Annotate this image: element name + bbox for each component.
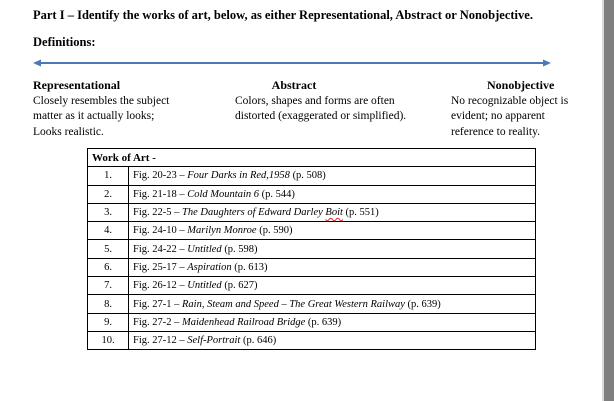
fig-ref: Fig. 22-5 – <box>133 207 183 219</box>
work-cell <box>129 295 536 313</box>
spellcheck-flagged-word: Boit <box>325 207 343 219</box>
page-ref: (p. 544) <box>259 188 295 200</box>
window-edge <box>602 0 614 401</box>
fig-ref: Fig. 20-23 – <box>133 170 188 182</box>
works-table <box>87 148 536 350</box>
table-row <box>88 240 536 258</box>
fig-ref: Fig. 27-1 – <box>133 298 183 310</box>
table-row <box>88 167 536 185</box>
representational-line: matter as it actually looks; <box>33 110 155 122</box>
nonobjective-definition <box>451 78 601 140</box>
fig-ref: Fig. 27-12 – <box>133 335 188 347</box>
row-number: 3. <box>88 203 129 221</box>
row-number: 4. <box>88 222 129 240</box>
work-title: Untitled <box>187 280 222 292</box>
table-row <box>88 222 536 240</box>
nonobjective-line: reference to reality. <box>451 125 540 138</box>
arrow-head-left <box>33 60 41 67</box>
work-title: Untitled <box>187 243 222 255</box>
row-number: 6. <box>88 258 129 276</box>
table-row <box>88 277 536 295</box>
work-cell <box>129 277 536 295</box>
abstract-line: Colors, shapes and forms are often <box>235 94 395 107</box>
nonobjective-title: Nonobjective <box>487 78 555 92</box>
page-ref: (p. 590) <box>256 225 293 237</box>
row-number: 2. <box>88 185 129 203</box>
row-number: 7. <box>88 277 129 295</box>
page-ref: (p. 508) <box>289 170 326 182</box>
work-title: Rain, Steam and Speed – The Great Western Railway <box>182 298 405 310</box>
page-ref: (p. 639) <box>305 316 342 328</box>
table-row <box>88 258 536 276</box>
fig-ref: Fig. 26-12 – <box>133 280 188 292</box>
work-title: Aspiration <box>187 261 232 273</box>
row-number: 8. <box>88 295 129 313</box>
abstract-line: distorted (exaggerated or simplified). <box>235 110 407 122</box>
representational-definition <box>33 78 223 140</box>
fig-ref: Fig. 24-22 – <box>133 243 188 255</box>
fig-ref: Fig. 27-2 – <box>133 316 183 328</box>
work-cell <box>129 240 536 258</box>
work-cell <box>129 331 536 349</box>
work-cell <box>129 222 536 240</box>
fig-ref: Fig. 21-18 – <box>133 188 188 200</box>
part-heading: Part I – Identify the works of art, below, as either Representational, Abstract or Nonobjective. <box>33 8 533 22</box>
table-row <box>88 185 536 203</box>
abstract-title: Abstract <box>271 78 317 92</box>
page-ref: (p. 551) <box>342 207 379 219</box>
work-title: Four Darks in Red,1958 <box>187 170 290 182</box>
row-number: 1. <box>88 167 129 185</box>
page-ref: (p. 627) <box>221 280 258 292</box>
table-row <box>88 331 536 349</box>
table-header-row <box>88 149 536 167</box>
row-number: 5. <box>88 240 129 258</box>
page-ref: (p. 613) <box>231 261 268 273</box>
work-title: Cold Mountain 6 <box>187 188 260 200</box>
nonobjective-line: No recognizable object is <box>451 94 569 107</box>
page-ref: (p. 639) <box>404 298 441 310</box>
row-number: 10. <box>88 331 129 349</box>
representational-line: Closely resembles the subject <box>33 94 170 107</box>
work-title: The Daughters of Edward Darley <box>182 207 326 219</box>
fig-ref: Fig. 24-10 – <box>133 225 188 237</box>
work-cell <box>129 258 536 276</box>
work-cell <box>129 167 536 185</box>
work-cell <box>129 203 536 221</box>
fig-ref: Fig. 25-17 – <box>133 261 188 273</box>
work-title: Self-Portrait <box>187 335 241 347</box>
spectrum-arrow <box>33 58 551 68</box>
work-title: Maidenhead Railroad Bridge <box>182 316 306 328</box>
nonobjective-line: evident; no apparent <box>451 110 545 122</box>
work-cell <box>129 185 536 203</box>
definitions-label: Definitions: <box>33 35 96 49</box>
work-cell <box>129 313 536 331</box>
table-row <box>88 203 536 221</box>
arrow-head-right <box>543 60 551 67</box>
page-ref: (p. 598) <box>221 243 258 255</box>
page-ref: (p. 646) <box>240 335 277 347</box>
work-title: Marilyn Monroe <box>187 225 257 237</box>
representational-title: Representational <box>33 78 121 92</box>
table-row <box>88 295 536 313</box>
table-header: Work of Art - <box>88 149 536 167</box>
representational-line: Looks realistic. <box>33 125 104 138</box>
abstract-definition <box>235 78 445 125</box>
table-row <box>88 313 536 331</box>
row-number: 9. <box>88 313 129 331</box>
